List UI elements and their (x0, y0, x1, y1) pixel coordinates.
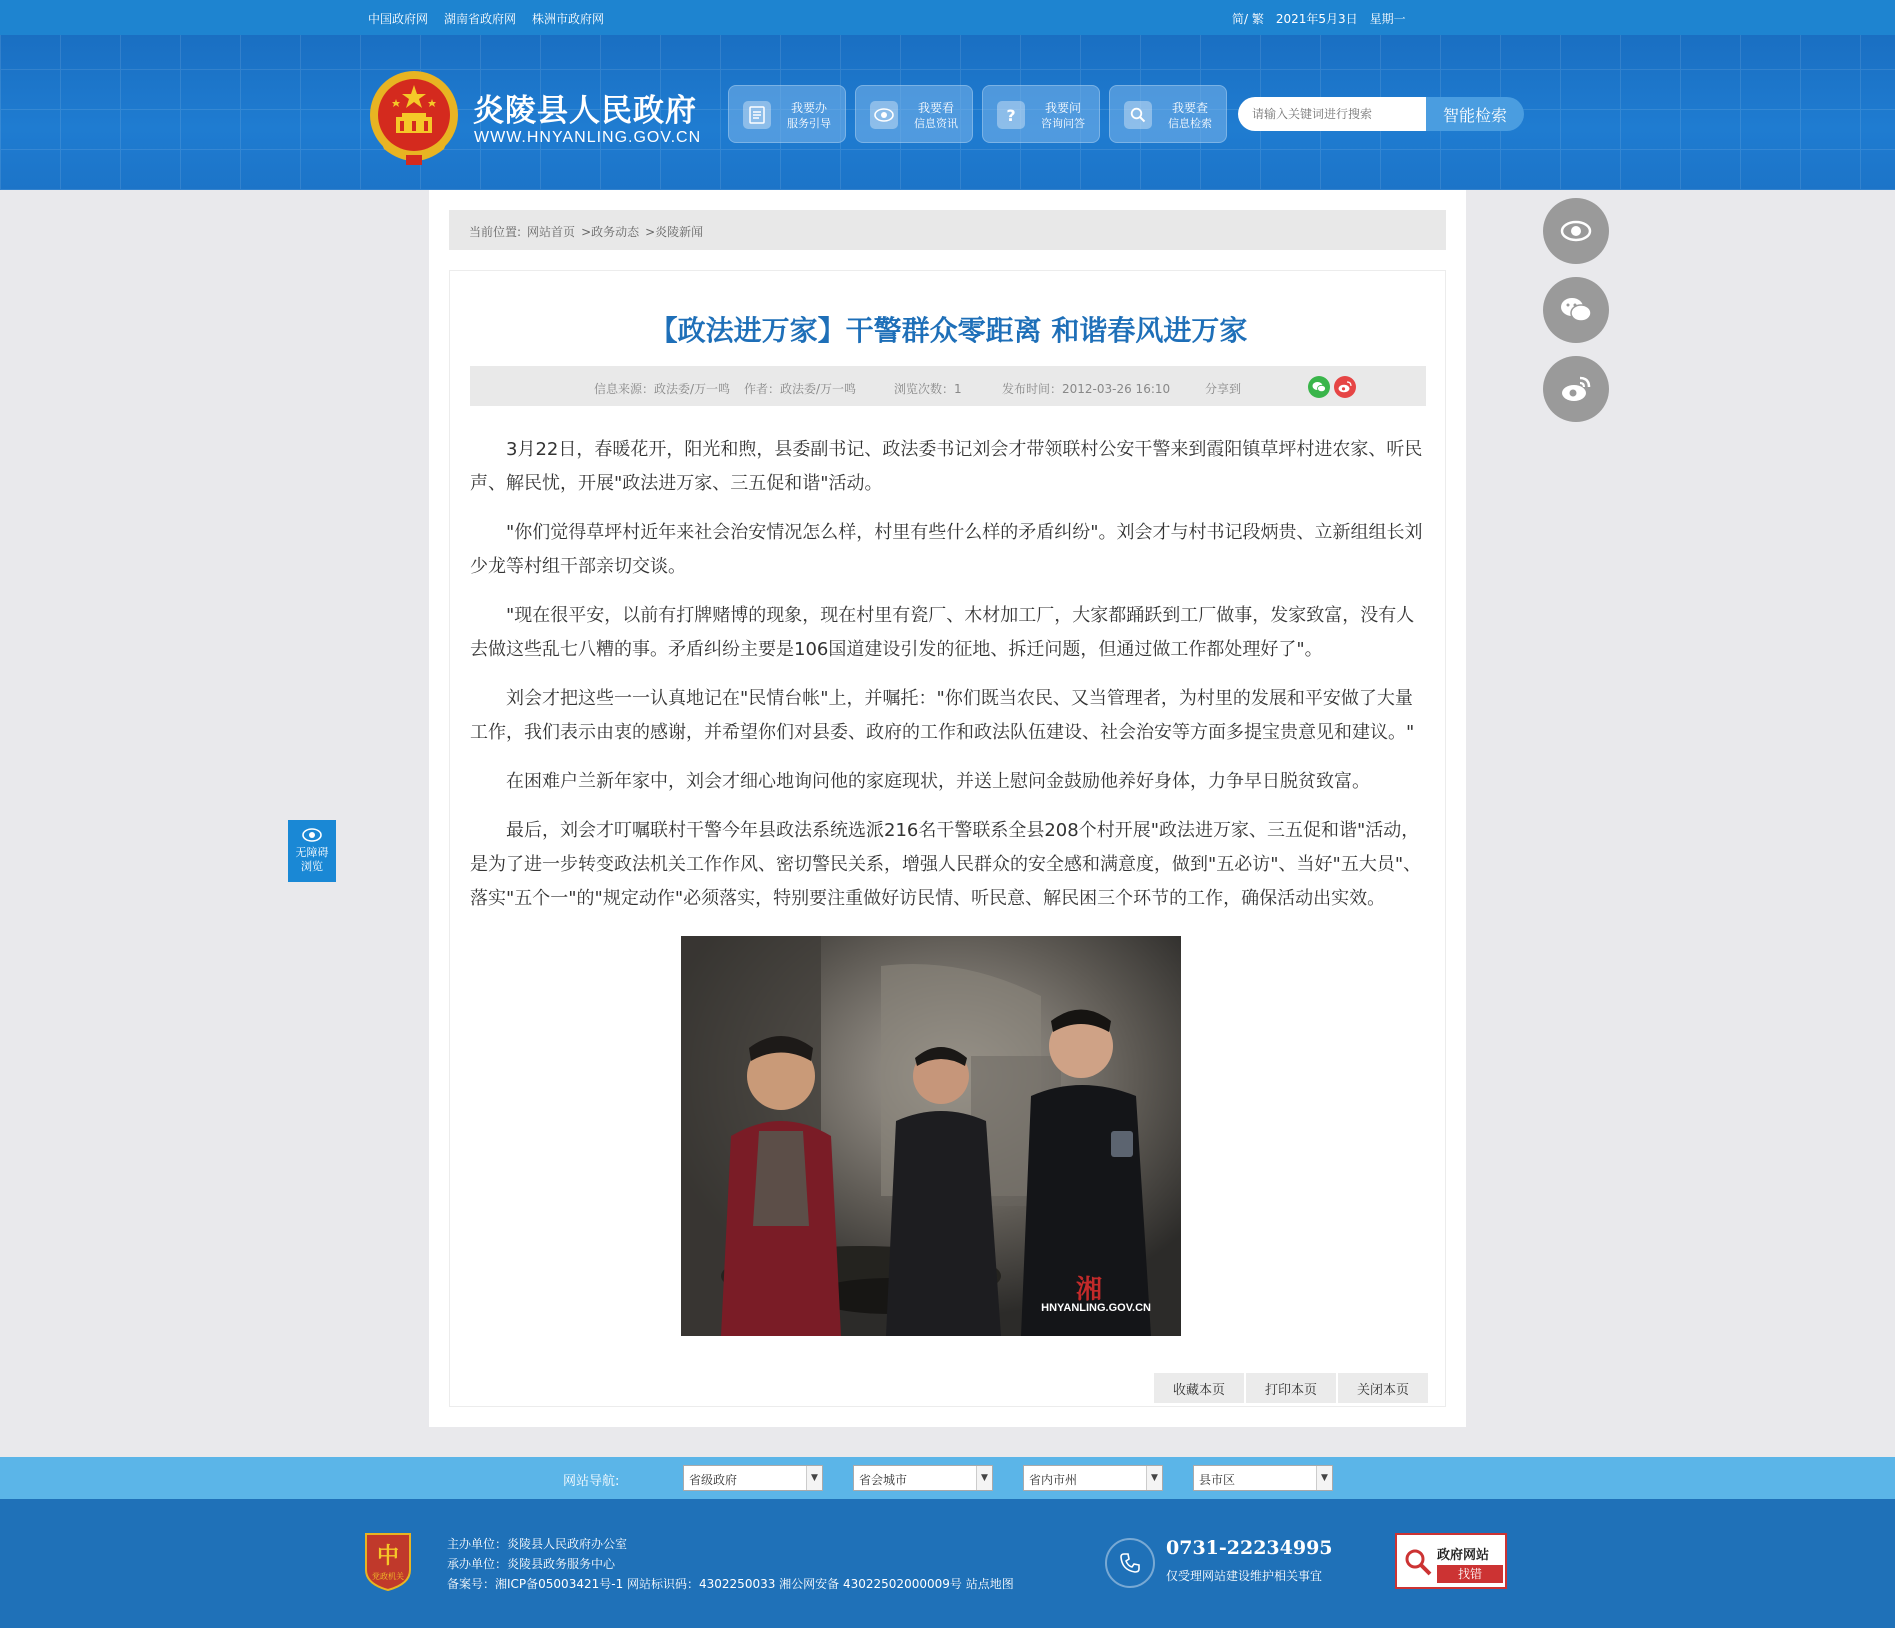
article-meta (470, 366, 1426, 406)
smart-search-button[interactable]: 智能检索 (1426, 97, 1524, 131)
article-paragraph: 最后，刘会才叮嘱联村干警今年县政法系统选派216名干警联系全县208个村开展"政法进万家、三五促和谐"活动，是为了进一步转变政法机关工作作风、密切警民关系，增强人民群众的安全感和满意度，做到"五必访"、当好"五大员"、落实"五个一"的"规定动作"必须落实，特别要注重做好访民情、听民意、解民困三个环节的工作，确保活动出实效。 (470, 820, 1422, 909)
main-container (429, 190, 1466, 1427)
quick-subtitle: 信息检索 (1168, 117, 1212, 130)
float-weibo-button[interactable] (1543, 356, 1609, 422)
accessibility-label-line1: 无障碍 (295, 846, 329, 859)
link-zhuzhou-gov[interactable]: 株洲市政府网 (532, 12, 605, 26)
quick-title: 我要办 (790, 101, 827, 115)
select-value: 省会城市 (859, 1473, 908, 1487)
chevron-down-icon: ▼ (1316, 1466, 1332, 1490)
article-body (470, 433, 1426, 931)
footer-record[interactable]: 备案号：湘ICP备05003421号-1 网站标识码：4302250033 湘公网安备 43022502000009号 站点地图 (447, 1577, 1014, 1591)
wechat-icon (1560, 296, 1592, 324)
breadcrumb-gov-news[interactable]: >政务动态 (581, 225, 640, 239)
article-photo (681, 936, 1181, 1336)
eye-icon (302, 828, 322, 842)
footer-phone-note: 仅受理网站建设维护相关事宜 (1166, 1569, 1323, 1583)
article (449, 270, 1446, 1407)
error-report-line1: 政府网站 (1437, 1548, 1490, 1563)
article-title: 【政法进万家】干警群众零距离 和谐春风进万家 (649, 314, 1248, 347)
site-domain: WWW.HNYANLING.GOV.CN (474, 129, 702, 146)
link-china-gov[interactable]: 中国政府网 (368, 12, 429, 26)
article-paragraph: "现在很平安，以前有打牌赌博的现象，现在村里有瓷厂、木材加工厂，大家都踊跃到工厂做事，发家致富，没有人去做这些乱七八糟的事。矛盾纠纷主要是106国道建设引发的征地、拆迁问题，但通过做工作都处理好了"。 (470, 605, 1415, 660)
accessibility-label-line2: 浏览 (301, 860, 323, 873)
link-hunan-gov[interactable]: 湖南省政府网 (444, 12, 517, 26)
wechat-icon (1312, 381, 1326, 393)
search-input[interactable] (1238, 97, 1426, 131)
svg-text:中: 中 (376, 1543, 400, 1569)
select-city-prefecture[interactable] (1023, 1465, 1163, 1491)
site-title: 炎陵县人民政府 (473, 93, 697, 129)
select-provincial-gov[interactable] (683, 1465, 823, 1491)
bookmark-page-button[interactable]: 收藏本页 (1154, 1373, 1244, 1403)
magnifier-icon (1403, 1547, 1433, 1577)
current-weekday: 星期一 (1369, 12, 1406, 26)
national-emblem-icon[interactable] (366, 69, 462, 171)
select-county-district[interactable] (1193, 1465, 1333, 1491)
phone-icon (1105, 1538, 1155, 1588)
article-paragraph: "你们觉得草坪村近年来社会治安情况怎么样，村里有些什么样的矛盾纠纷"。刘会才与村书记段炳贵、立新组组长刘少龙等村组干部亲切交谈。 (470, 522, 1423, 577)
footer-host: 主办单位：炎陵县人民政府办公室 (447, 1537, 628, 1551)
print-page-button[interactable]: 打印本页 (1246, 1373, 1336, 1403)
select-value: 县市区 (1199, 1473, 1236, 1487)
badge-text: 党政机关 (372, 1572, 404, 1581)
quick-title: 我要查 (1171, 101, 1208, 115)
breadcrumb (449, 210, 1446, 250)
nav-label: 网站导航: (563, 1474, 620, 1489)
quick-title: 我要看 (917, 101, 954, 115)
top-links (368, 10, 604, 27)
site-header (0, 35, 1895, 190)
footer-phone: 0731-22234995 (1166, 1537, 1333, 1559)
site-footer (0, 1499, 1895, 1628)
footer-organizer: 承办单位：炎陵县政务服务中心 (447, 1557, 616, 1571)
article-paragraph: 3月22日，春暖花开，阳光和煦，县委副书记、政法委书记刘会才带领联村公安干警来到霞阳镇草坪村进农家、听民声、解民忧，开展"政法进万家、三五促和谐"活动。 (470, 439, 1423, 494)
article-paragraph: 在困难户兰新年家中，刘会才细心地询问他的家庭现状，并送上慰问金鼓励他养好身体，力争早日脱贫致富。 (506, 771, 1370, 792)
current-date: 2021年5月3日 (1275, 12, 1358, 26)
share-weibo-button[interactable] (1334, 376, 1356, 398)
svg-text:湘: 湘 (1076, 1275, 1103, 1305)
quick-consult-qa[interactable] (982, 85, 1100, 143)
top-bar (0, 0, 1895, 35)
select-capital-city[interactable] (853, 1465, 993, 1491)
breadcrumb-yanling-news[interactable]: >炎陵新闻 (645, 225, 704, 239)
weibo-icon (1560, 375, 1592, 403)
accessibility-button[interactable] (288, 820, 336, 882)
photo-scene (681, 936, 1181, 1336)
site-navigation-band (0, 1457, 1895, 1499)
float-wechat-button[interactable] (1543, 277, 1609, 343)
float-eye-button[interactable] (1543, 198, 1609, 264)
share-wechat-button[interactable] (1308, 376, 1330, 398)
breadcrumb-label: 当前位置: (469, 225, 522, 239)
meta-share-label: 分享到 (1205, 382, 1242, 396)
weibo-icon (1338, 381, 1352, 393)
question-icon: ? (997, 101, 1025, 129)
meta-views: 浏览次数：1 (894, 382, 962, 396)
meta-source: 信息来源：政法委/万一鸣 (594, 382, 731, 396)
quick-subtitle: 服务引导 (787, 117, 831, 130)
document-icon (743, 101, 771, 129)
chevron-down-icon: ▼ (976, 1466, 992, 1490)
select-value: 省内市州 (1029, 1473, 1078, 1487)
article-paragraph: 刘会才把这些一一认真地记在"民情台帐"上，并嘱托："你们既当农民、又当管理者，为村里的发展和平安做了大量工作，我们表示由衷的感谢，并希望你们对县委、政府的工作和政法队伍建设、社会治安等方面多提宝贵意见和建议。" (470, 688, 1415, 743)
quick-service-guide[interactable] (728, 85, 846, 143)
chevron-down-icon: ▼ (1146, 1466, 1162, 1490)
search-icon (1124, 101, 1152, 129)
meta-published: 发布时间：2012-03-26 16:10 (1002, 382, 1171, 396)
party-government-badge-icon[interactable] (362, 1530, 414, 1592)
chevron-down-icon: ▼ (806, 1466, 822, 1490)
quick-info-search[interactable] (1109, 85, 1227, 143)
eye-icon (870, 101, 898, 129)
gov-site-error-report-button[interactable] (1395, 1533, 1507, 1589)
quick-subtitle: 咨询问答 (1041, 117, 1085, 130)
error-report-line2: 找错 (1437, 1565, 1503, 1583)
language-toggle[interactable]: 简/ 繁 (1232, 12, 1264, 26)
meta-author: 作者：政法委/万一鸣 (744, 382, 857, 396)
quick-subtitle: 信息资讯 (914, 117, 958, 130)
select-value: 省级政府 (689, 1473, 738, 1487)
close-page-button[interactable]: 关闭本页 (1338, 1373, 1428, 1403)
article-actions (1154, 1373, 1428, 1403)
eye-icon (1560, 220, 1592, 242)
breadcrumb-home[interactable]: 网站首页 (527, 225, 576, 239)
quick-info-news[interactable] (855, 85, 973, 143)
photo-watermark: HNYANLING.GOV.CN (1041, 1302, 1151, 1314)
quick-title: 我要问 (1044, 101, 1081, 115)
top-right (1232, 10, 1406, 27)
